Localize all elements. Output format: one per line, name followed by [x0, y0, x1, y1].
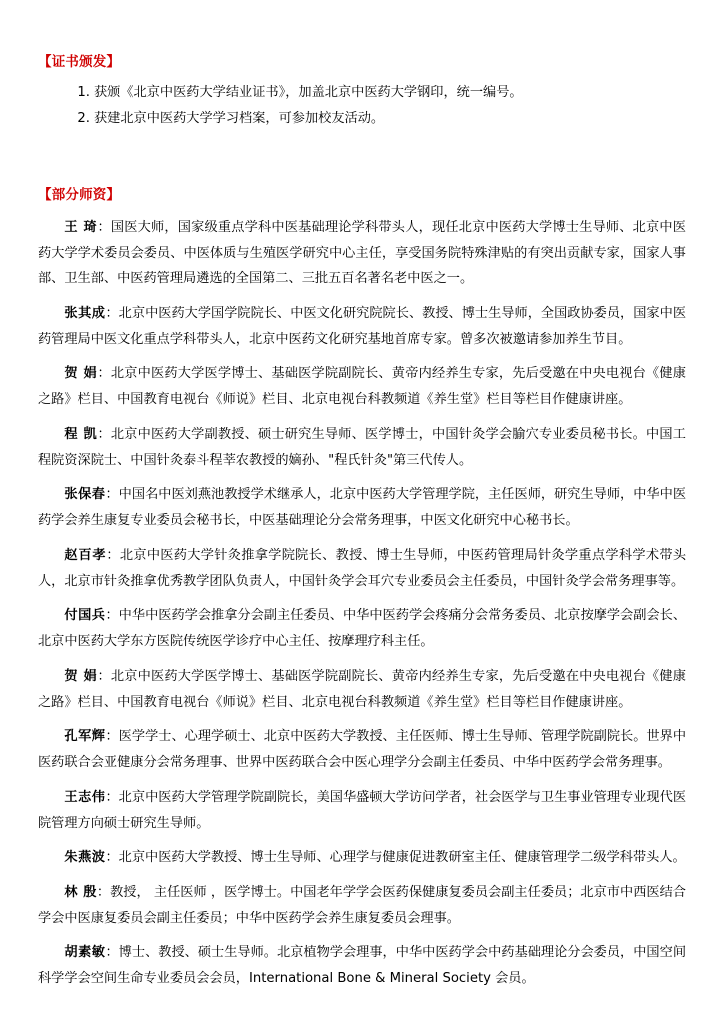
faculty-entry	[38, 215, 686, 292]
faculty-name: 孔军辉	[64, 729, 106, 745]
faculty-entry	[38, 422, 686, 473]
faculty-entry	[38, 940, 686, 991]
faculty-bio: ：北京中医药大学教授、博士生导师、心理学与健康促进教研室主任、健康管理学二级学科带头人。	[105, 850, 686, 866]
faculty-bio: ：北京中医药大学管理学院副院长，美国华盛顿大学访问学者，社会医学与卫生事业管理专业现代医院管理方向硕士研究生导师。	[38, 789, 687, 831]
section-heading-certificate: 【证书颁发】	[38, 54, 121, 70]
faculty-name: 赵百孝	[64, 547, 107, 563]
list-item: 获建北京中医药大学学习档案，可参加校友活动。	[94, 111, 385, 127]
faculty-name: 张保春	[64, 487, 106, 503]
faculty-entry	[38, 543, 686, 594]
faculty-bio: ：北京中医药大学医学博士、基础医学院副院长、黄帝内经养生专家，先后受邀在中央电视台《健康之路》栏目、中国教育电视台《师说》栏目、北京电视台科教频道《养生堂》栏目等栏目作健康讲座。	[38, 366, 686, 408]
faculty-name: 王志伟	[64, 789, 106, 805]
list-item: 获颁《北京中医药大学结业证书》，加盖北京中医药大学钢印，统一编号。	[94, 85, 523, 100]
faculty-bio: ：北京中医药大学副教授、硕士研究生导师、医学博士，中国针灸学会腧穴专业委员秘书长。中国工程院资深院士、中国针灸泰斗程莘农教授的嫡孙、"程氏针灸"第三代传人。	[38, 426, 686, 468]
faculty-name: 付国兵	[64, 608, 106, 624]
faculty-entry	[38, 724, 686, 775]
faculty-bio: ：医学学士、心理学硕士、北京中医药大学教授、主任医师、博士生导师、管理学院副院长。世界中医药联合会亚健康分会常务理事、世界中医药联合会中医心理学分会副主任委员、中华中医药学会常务理事。	[38, 729, 687, 771]
faculty-entry	[38, 301, 686, 352]
faculty-bio: ：北京中医药大学国学院院长、中医文化研究院院长、教授、博士生导师，全国政协委员，国家中医药管理局中医文化重点学科带头人，北京中医药文化研究基地首席专家。曾多次被邀请参加养生节目。	[38, 306, 687, 347]
faculty-name: 程 凯	[64, 426, 98, 442]
faculty-name: 朱燕波	[64, 850, 106, 866]
faculty-bio: ：教授， 主任医师 ，医学博士。中国老年学学会医药保健康复委员会副主任委员；北京市中西医结合学会中医康复委员会副主任委员；中华中医药学会养生康复委员会理事。	[38, 884, 686, 926]
certificate-list	[38, 80, 686, 133]
faculty-list	[38, 215, 686, 992]
faculty-entry	[38, 482, 686, 533]
faculty-name: 张其成	[64, 306, 106, 322]
faculty-bio: ：中国名中医刘燕池教授学术继承人，北京中医药大学管理学院，主任医师，研究生导师，中华中医药学会养生康复专业委员会秘书长，中医基础理论分会常务理事，中医文化研究中心秘书长。	[38, 487, 687, 529]
faculty-bio: ：北京中医药大学医学博士、基础医学院副院长、黄帝内经养生专家，先后受邀在中央电视台《健康之路》栏目、中国教育电视台《师说》栏目、北京电视台科教频道《养生堂》栏目等栏目作健康讲座。	[38, 668, 686, 710]
faculty-name: 胡素敏	[64, 945, 106, 961]
faculty-entry	[38, 880, 686, 931]
section-heading-faculty: 【部分师资】	[38, 186, 121, 203]
faculty-name: 林 殷	[64, 884, 97, 900]
faculty-bio: ：国医大师，国家级重点学科中医基础理论学科带头人，现任北京中医药大学博士生导师、北京中医药大学学术委员会委员、中医体质与生殖医学研究中心主任，享受国务院特殊津贴的有突出贡献专家，国家人事部、卫生部、中医药管理局遴选的全国第二、三批五百名著名老中医之一。	[38, 219, 686, 287]
faculty-bio: ：北京中医药大学针灸推拿学院院长、教授、博士生导师，中医药管理局针灸学重点学科学术带头人，北京市针灸推拿优秀教学团队负责人，中国针灸学会耳穴专业委员会主任委员，中国针灸学会常务理事等。	[38, 547, 687, 589]
faculty-name: 贺 娟	[64, 668, 98, 684]
faculty-entry	[38, 361, 686, 412]
faculty-name: 贺 娟	[64, 366, 98, 382]
faculty-entry	[38, 664, 686, 715]
faculty-bio: ：中华中医药学会推拿分会副主任委员、中华中医药学会疼痛分会常务委员、北京按摩学会副会长、北京中医药大学东方医院传统医学诊疗中心主任、按摩理疗科主任。	[38, 608, 687, 650]
faculty-entry	[38, 845, 686, 871]
faculty-entry	[38, 603, 686, 654]
faculty-name: 王 琦	[64, 219, 98, 235]
faculty-entry	[38, 785, 686, 836]
faculty-bio: ：博士、教授、硕士生导师。北京植物学会理事，中华中医药学会中药基础理论分会委员，中国空间科学学会空间生命专业委员会会员，International Bone & Mineral Society 会员。	[38, 945, 687, 987]
